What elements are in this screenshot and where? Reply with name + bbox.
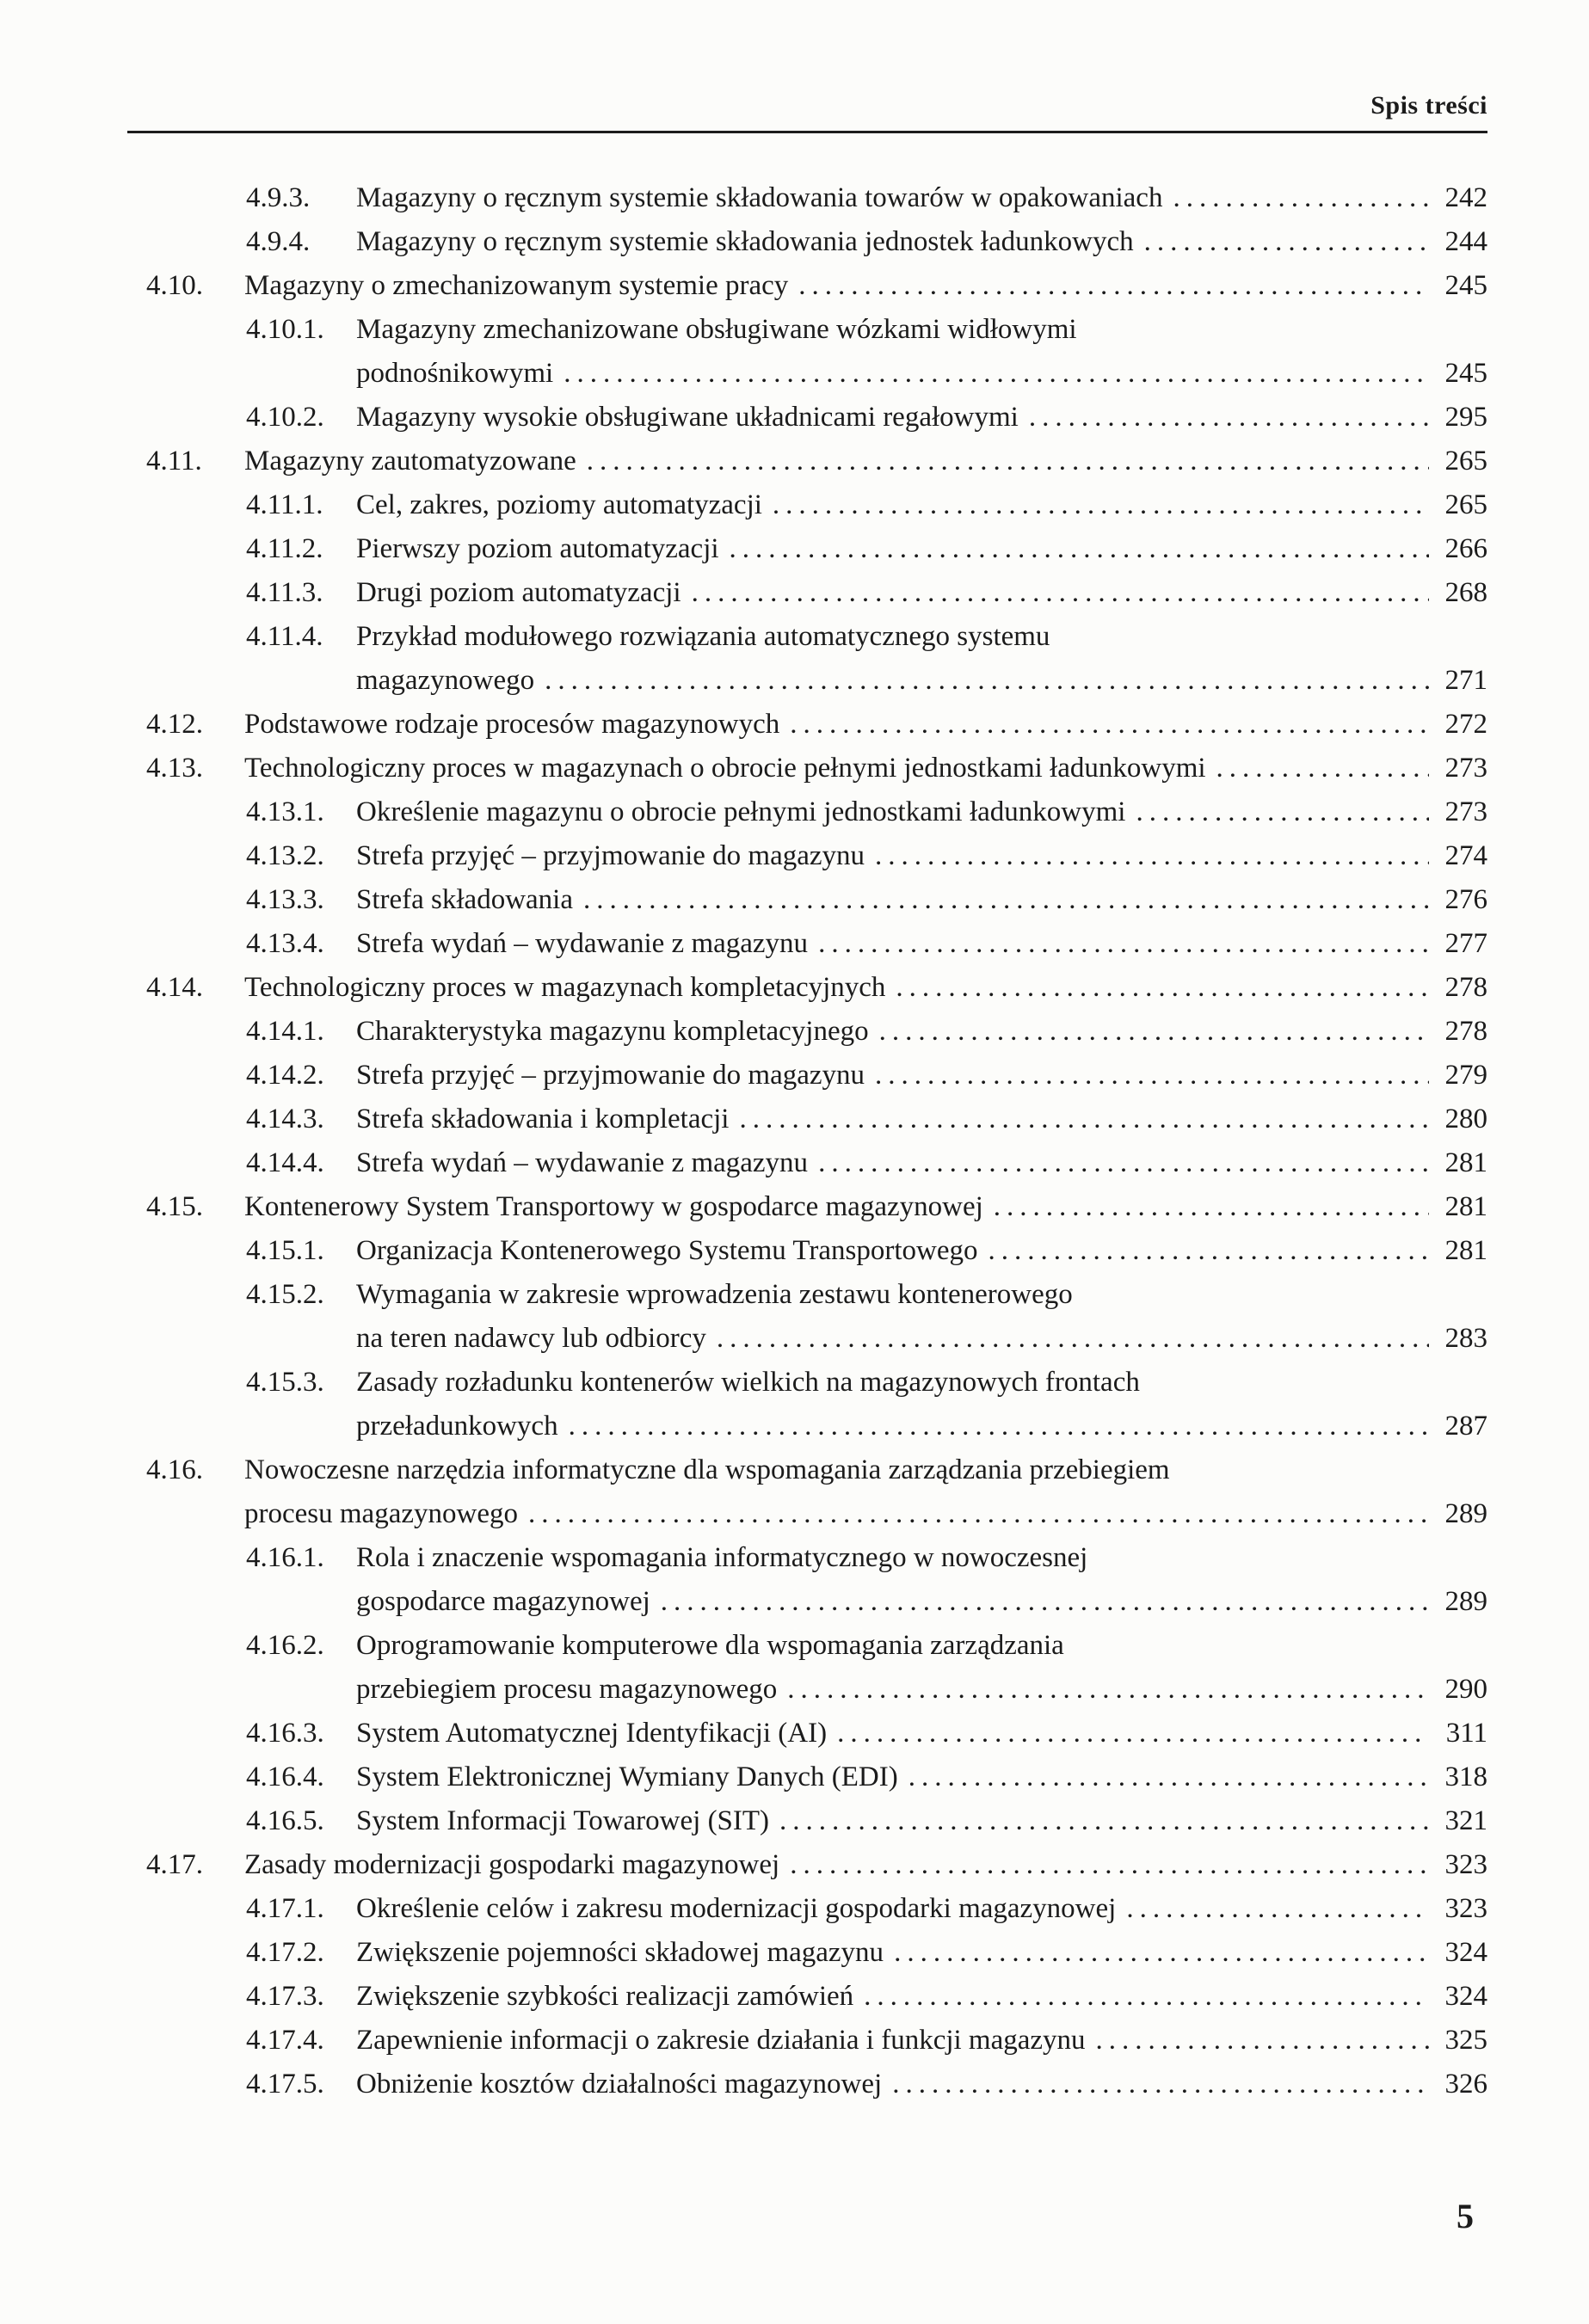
toc-page-ref: 311 bbox=[1445, 1718, 1487, 1749]
toc-entry-title: Rola i znaczenie wspomagania informatycznego w nowoczesnej bbox=[356, 1542, 1088, 1573]
dot-leader bbox=[892, 2063, 1429, 2106]
toc-page-ref: 287 bbox=[1444, 1411, 1487, 1442]
toc-entry bbox=[146, 747, 1487, 790]
toc-entry-body bbox=[356, 527, 1487, 571]
toc-page-ref: 265 bbox=[1444, 489, 1487, 520]
toc-entry-number: 4.10.1. bbox=[246, 314, 324, 345]
dot-leader bbox=[1126, 1887, 1429, 1931]
toc-entry-number: 4.10. bbox=[146, 270, 203, 301]
dot-leader bbox=[894, 1931, 1429, 1975]
toc-entry bbox=[246, 1141, 1487, 1185]
toc-entry bbox=[246, 1755, 1487, 1799]
toc-entry-title: Strefa składowania i kompletacji bbox=[356, 1104, 730, 1134]
toc-entry-body bbox=[356, 2063, 1487, 2106]
toc-entry-title: Podstawowe rodzaje procesów magazynowych bbox=[244, 709, 780, 740]
toc-entry-body bbox=[244, 1185, 1487, 1229]
toc-entry-number: 4.15.3. bbox=[246, 1367, 324, 1398]
toc-page-ref: 323 bbox=[1444, 1893, 1487, 1924]
toc-entry-number: 4.10.2. bbox=[246, 402, 324, 433]
toc-entry bbox=[246, 834, 1487, 878]
toc-page-ref: 279 bbox=[1444, 1060, 1487, 1091]
toc-entry-title: gospodarce magazynowej bbox=[356, 1586, 650, 1617]
toc-page-ref: 289 bbox=[1444, 1586, 1487, 1617]
toc-entry-number: 4.13. bbox=[146, 753, 203, 784]
toc-entry-body bbox=[356, 483, 1487, 527]
toc-entry bbox=[246, 1097, 1487, 1141]
toc-entry-title: System Informacji Towarowej (SIT) bbox=[356, 1805, 770, 1836]
toc-entry-body bbox=[356, 1054, 1487, 1097]
toc-line bbox=[244, 1843, 1487, 1887]
toc-entry-title: Przykład modułowego rozwiązania automatycznego systemu bbox=[356, 621, 1050, 652]
toc-page-ref: 321 bbox=[1444, 1805, 1487, 1836]
toc-entry-title: Zwiększenie szybkości realizacji zamówień bbox=[356, 1981, 854, 2012]
toc-entry bbox=[246, 396, 1487, 440]
toc-line bbox=[356, 1624, 1487, 1668]
dot-leader bbox=[989, 1229, 1429, 1273]
toc-entry-number: 4.14.1. bbox=[246, 1016, 324, 1047]
toc-page-ref: 289 bbox=[1444, 1498, 1487, 1529]
toc-entry-number: 4.13.1. bbox=[246, 796, 324, 827]
toc-page-ref: 283 bbox=[1444, 1323, 1487, 1354]
toc-entry-number: 4.11.1. bbox=[246, 489, 323, 520]
dot-leader bbox=[730, 527, 1429, 571]
toc-line bbox=[244, 966, 1487, 1010]
toc-entry-body bbox=[244, 264, 1487, 308]
toc-entry-body bbox=[356, 1097, 1487, 1141]
toc-page-ref: 271 bbox=[1444, 665, 1487, 696]
toc-entry-number: 4.14.2. bbox=[246, 1060, 324, 1091]
toc-entry-body bbox=[244, 1448, 1487, 1536]
toc-page-ref: 274 bbox=[1444, 840, 1487, 871]
toc-entry-number: 4.11.2. bbox=[246, 533, 323, 564]
toc-line bbox=[356, 1975, 1487, 2019]
toc-line bbox=[356, 1141, 1487, 1185]
toc-line bbox=[244, 703, 1487, 747]
toc-line bbox=[356, 790, 1487, 834]
dot-leader bbox=[790, 1843, 1429, 1887]
dot-leader bbox=[692, 571, 1429, 615]
toc-entry-title: Kontenerowy System Transportowy w gospodarce magazynowej bbox=[244, 1191, 983, 1222]
toc-entry-number: 4.12. bbox=[146, 709, 203, 740]
dot-leader bbox=[739, 1097, 1429, 1141]
toc-line bbox=[356, 1755, 1487, 1799]
toc-entry bbox=[246, 1273, 1487, 1361]
toc-entry-title: procesu magazynowego bbox=[244, 1498, 518, 1529]
toc-line bbox=[356, 615, 1487, 659]
toc-line bbox=[244, 1448, 1487, 1492]
toc-page-ref: 268 bbox=[1444, 577, 1487, 608]
toc-line bbox=[356, 659, 1487, 703]
toc-entry-title: Technologiczny proces w magazynach kompletacyjnych bbox=[244, 972, 886, 1003]
toc-entry bbox=[246, 1361, 1487, 1448]
toc-entry-title: Technologiczny proces w magazynach o obrocie pełnymi jednostkami ładunkowymi bbox=[244, 753, 1206, 784]
toc-entry-number: 4.14. bbox=[146, 972, 203, 1003]
toc-line bbox=[356, 1317, 1487, 1361]
toc-entry-body bbox=[356, 790, 1487, 834]
toc-entry-body bbox=[356, 615, 1487, 703]
toc-entry-number: 4.15.1. bbox=[246, 1235, 324, 1266]
toc-entry-number: 4.16. bbox=[146, 1454, 203, 1485]
toc-page-ref: 281 bbox=[1444, 1235, 1487, 1266]
toc-line bbox=[356, 352, 1487, 396]
toc-entry bbox=[246, 1624, 1487, 1712]
toc-entry bbox=[146, 1185, 1487, 1229]
toc-entry-number: 4.17. bbox=[146, 1849, 203, 1880]
toc-line bbox=[356, 396, 1487, 440]
dot-leader bbox=[779, 1799, 1429, 1843]
toc-entry-body bbox=[356, 834, 1487, 878]
toc-entry-title: na teren nadawcy lub odbiorcy bbox=[356, 1323, 706, 1354]
toc-entry-number: 4.15.2. bbox=[246, 1279, 324, 1310]
dot-leader bbox=[875, 1054, 1429, 1097]
dot-leader bbox=[994, 1185, 1429, 1229]
toc-line bbox=[356, 308, 1487, 352]
toc-entry bbox=[146, 966, 1487, 1010]
page-number: 5 bbox=[1457, 2197, 1474, 2235]
toc-entry-body bbox=[356, 1229, 1487, 1273]
toc-entry-title: Określenie magazynu o obrocie pełnymi jednostkami ładunkowymi bbox=[356, 796, 1126, 827]
toc-entry-body bbox=[356, 1799, 1487, 1843]
toc-page-ref: 290 bbox=[1444, 1674, 1487, 1705]
toc-entry-number: 4.16.2. bbox=[246, 1630, 324, 1661]
toc-entry-title: Określenie celów i zakresu modernizacji gospodarki magazynowej bbox=[356, 1893, 1117, 1924]
toc-line bbox=[244, 1492, 1487, 1536]
toc-entry bbox=[246, 1010, 1487, 1054]
dot-leader bbox=[787, 1668, 1429, 1712]
toc-entry bbox=[246, 527, 1487, 571]
toc-entry-title: Zasady modernizacji gospodarki magazynowej bbox=[244, 1849, 780, 1880]
dot-leader bbox=[564, 352, 1429, 396]
toc-entry bbox=[146, 1448, 1487, 1536]
toc-entry-title: Magazyny o ręcznym systemie składowania towarów w opakowaniach bbox=[356, 182, 1163, 213]
toc-entry-body bbox=[356, 1141, 1487, 1185]
toc-entry-number: 4.9.3. bbox=[246, 182, 311, 213]
toc-entry-number: 4.9.4. bbox=[246, 226, 311, 257]
toc-line bbox=[356, 1580, 1487, 1624]
toc-entry bbox=[246, 878, 1487, 922]
toc-entry bbox=[246, 615, 1487, 703]
toc-line bbox=[356, 2063, 1487, 2106]
toc-entry-title: Organizacja Kontenerowego Systemu Transportowego bbox=[356, 1235, 978, 1266]
toc-entry-body bbox=[244, 440, 1487, 483]
toc-entry-body bbox=[244, 703, 1487, 747]
toc-line bbox=[356, 1536, 1487, 1580]
toc-line bbox=[356, 1361, 1487, 1405]
toc-entry bbox=[246, 220, 1487, 264]
toc-entry-title: Drugi poziom automatyzacji bbox=[356, 577, 681, 608]
toc-line bbox=[356, 220, 1487, 264]
toc-line bbox=[244, 264, 1487, 308]
toc-entry-number: 4.14.4. bbox=[246, 1147, 324, 1178]
toc-entry-title: Magazyny o ręcznym systemie składowania jednostek ładunkowych bbox=[356, 226, 1134, 257]
toc-entry-title: Zwiększenie pojemności składowej magazynu bbox=[356, 1937, 884, 1968]
toc-line bbox=[356, 2019, 1487, 2063]
toc-entry-number: 4.14.3. bbox=[246, 1104, 324, 1134]
toc-entry bbox=[246, 2019, 1487, 2063]
toc-page-ref: 266 bbox=[1444, 533, 1487, 564]
toc-line bbox=[356, 1931, 1487, 1975]
toc-page-ref: 272 bbox=[1444, 709, 1487, 740]
toc-entry bbox=[246, 2063, 1487, 2106]
toc-entry bbox=[246, 308, 1487, 396]
toc-page-ref: 326 bbox=[1444, 2069, 1487, 2100]
toc-entry-body bbox=[244, 966, 1487, 1010]
header-title: Spis treści bbox=[1370, 91, 1487, 120]
dot-leader bbox=[879, 1010, 1429, 1054]
toc-entry-number: 4.13.3. bbox=[246, 884, 324, 915]
toc-line bbox=[356, 1097, 1487, 1141]
toc-line bbox=[356, 1712, 1487, 1755]
toc-page-ref: 281 bbox=[1444, 1191, 1487, 1222]
toc-entry-title: Strefa składowania bbox=[356, 884, 573, 915]
toc-page-ref: 242 bbox=[1444, 182, 1487, 213]
toc-line bbox=[356, 527, 1487, 571]
toc-entry-title: Charakterystyka magazynu kompletacyjnego bbox=[356, 1016, 869, 1047]
toc-entry-body bbox=[356, 922, 1487, 966]
toc-page-ref: 245 bbox=[1444, 270, 1487, 301]
dot-leader bbox=[528, 1492, 1429, 1536]
toc-entry-title: Zapewnienie informacji o zakresie działania i funkcji magazynu bbox=[356, 2025, 1086, 2056]
toc-entry-title: przebiegiem procesu magazynowego bbox=[356, 1674, 778, 1705]
toc-page-ref: 265 bbox=[1444, 446, 1487, 476]
toc-entry-title: System Elektronicznej Wymiany Danych (EDI) bbox=[356, 1761, 898, 1792]
toc-entry-title: Wymagania w zakresie wprowadzenia zestawu kontenerowego bbox=[356, 1279, 1073, 1310]
toc-entry bbox=[146, 264, 1487, 308]
toc-entry-number: 4.17.5. bbox=[246, 2069, 324, 2100]
toc-entry bbox=[146, 1843, 1487, 1887]
dot-leader bbox=[837, 1712, 1429, 1755]
toc-page-ref: 277 bbox=[1444, 928, 1487, 959]
toc-entry bbox=[246, 1712, 1487, 1755]
toc-page-ref: 325 bbox=[1444, 2025, 1487, 2056]
toc-entry-body bbox=[356, 1273, 1487, 1361]
toc-entry-title: Strefa przyjęć – przyjmowanie do magazynu bbox=[356, 840, 865, 871]
toc-entry-body bbox=[244, 1843, 1487, 1887]
toc-page-ref: 276 bbox=[1444, 884, 1487, 915]
toc-line bbox=[356, 483, 1487, 527]
toc-line bbox=[356, 878, 1487, 922]
toc-entry bbox=[246, 1931, 1487, 1975]
toc-entry-body bbox=[244, 747, 1487, 790]
dot-leader bbox=[1136, 790, 1429, 834]
toc-entry-title: podnośnikowymi bbox=[356, 358, 554, 389]
toc-entry-title: Strefa wydań – wydawanie z magazynu bbox=[356, 1147, 809, 1178]
dot-leader bbox=[908, 1755, 1429, 1799]
dot-leader bbox=[818, 922, 1429, 966]
toc-page-ref: 281 bbox=[1444, 1147, 1487, 1178]
dot-leader bbox=[1096, 2019, 1429, 2063]
toc-line bbox=[356, 1229, 1487, 1273]
dot-leader bbox=[790, 703, 1429, 747]
toc-entry-number: 4.16.5. bbox=[246, 1805, 324, 1836]
toc-entry-number: 4.13.4. bbox=[246, 928, 324, 959]
toc-page-ref: 324 bbox=[1444, 1981, 1487, 2012]
toc-entry-title: Nowoczesne narzędzia informatyczne dla wspomagania zarządzania przebiegiem bbox=[244, 1454, 1170, 1485]
dot-leader bbox=[545, 659, 1429, 703]
toc-entry-title: magazynowego bbox=[356, 665, 535, 696]
toc-entry-number: 4.16.3. bbox=[246, 1718, 324, 1749]
toc-entry-number: 4.11.4. bbox=[246, 621, 323, 652]
toc-line bbox=[244, 747, 1487, 790]
dot-leader bbox=[569, 1405, 1429, 1448]
toc-line bbox=[356, 176, 1487, 220]
toc-page-ref: 318 bbox=[1444, 1761, 1487, 1792]
toc-page-ref: 278 bbox=[1444, 972, 1487, 1003]
toc-entry-body bbox=[356, 1887, 1487, 1931]
toc-entry-title: Strefa przyjęć – przyjmowanie do magazynu bbox=[356, 1060, 865, 1091]
toc-line bbox=[356, 1010, 1487, 1054]
toc-entry bbox=[246, 1229, 1487, 1273]
toc-entry-title: Magazyny o zmechanizowanym systemie pracy bbox=[244, 270, 789, 301]
toc-page-ref: 244 bbox=[1444, 226, 1487, 257]
toc-entry-body bbox=[356, 220, 1487, 264]
toc-entry-title: Pierwszy poziom automatyzacji bbox=[356, 533, 719, 564]
toc-line bbox=[244, 440, 1487, 483]
dot-leader bbox=[583, 878, 1429, 922]
toc-entry-body bbox=[356, 1931, 1487, 1975]
toc-entry bbox=[246, 483, 1487, 527]
toc-line bbox=[356, 1887, 1487, 1931]
toc-entry bbox=[146, 703, 1487, 747]
toc-entry-number: 4.11. bbox=[146, 446, 202, 476]
toc-entry-body bbox=[356, 571, 1487, 615]
toc-page-ref: 280 bbox=[1444, 1104, 1487, 1134]
toc-page-ref: 273 bbox=[1444, 753, 1487, 784]
toc-entry-title: Oprogramowanie komputerowe dla wspomagania zarządzania bbox=[356, 1630, 1064, 1661]
toc-entry-body bbox=[356, 308, 1487, 396]
toc-entry-title: Magazyny zautomatyzowane bbox=[244, 446, 576, 476]
toc-entry bbox=[246, 922, 1487, 966]
toc-line bbox=[356, 1273, 1487, 1317]
toc-line bbox=[356, 834, 1487, 878]
toc-entry-number: 4.13.2. bbox=[246, 840, 324, 871]
toc-line bbox=[356, 1054, 1487, 1097]
toc-page-ref: 323 bbox=[1444, 1849, 1487, 1880]
dot-leader bbox=[1144, 220, 1429, 264]
toc-entry-body bbox=[356, 1975, 1487, 2019]
toc-page-ref: 273 bbox=[1444, 796, 1487, 827]
toc-entry-title: System Automatycznej Identyfikacji (AI) bbox=[356, 1718, 828, 1749]
toc-list bbox=[146, 176, 1487, 2106]
toc-entry-title: Zasady rozładunku kontenerów wielkich na magazynowych frontach bbox=[356, 1367, 1140, 1398]
toc-entry-body bbox=[356, 176, 1487, 220]
dot-leader bbox=[1216, 747, 1429, 790]
toc-entry-body bbox=[356, 1755, 1487, 1799]
toc-entry-title: Magazyny zmechanizowane obsługiwane wózkami widłowymi bbox=[356, 314, 1077, 345]
toc-line bbox=[356, 1668, 1487, 1712]
dot-leader bbox=[896, 966, 1429, 1010]
toc-page-ref: 324 bbox=[1444, 1937, 1487, 1968]
dot-leader bbox=[818, 1141, 1429, 1185]
toc-entry-body bbox=[356, 1361, 1487, 1448]
toc-entry-body bbox=[356, 878, 1487, 922]
toc-entry-body bbox=[356, 1010, 1487, 1054]
toc-line bbox=[356, 1405, 1487, 1448]
toc-entry-body bbox=[356, 396, 1487, 440]
toc-entry-number: 4.17.3. bbox=[246, 1981, 324, 2012]
dot-leader bbox=[717, 1317, 1429, 1361]
toc-line bbox=[356, 1799, 1487, 1843]
toc-entry bbox=[246, 1054, 1487, 1097]
toc-entry bbox=[146, 440, 1487, 483]
dot-leader bbox=[864, 1975, 1429, 2019]
toc-entry-number: 4.17.2. bbox=[246, 1937, 324, 1968]
toc-page-ref: 245 bbox=[1444, 358, 1487, 389]
toc-page-ref: 295 bbox=[1444, 402, 1487, 433]
dot-leader bbox=[875, 834, 1429, 878]
toc-entry-number: 4.17.4. bbox=[246, 2025, 324, 2056]
toc-entry-number: 4.15. bbox=[146, 1191, 203, 1222]
toc-line bbox=[356, 571, 1487, 615]
toc-entry bbox=[246, 176, 1487, 220]
toc-entry-number: 4.11.3. bbox=[246, 577, 323, 608]
toc-entry bbox=[246, 571, 1487, 615]
toc-entry-body bbox=[356, 1536, 1487, 1624]
toc-entry bbox=[246, 1799, 1487, 1843]
dot-leader bbox=[773, 483, 1429, 527]
toc-entry-title: Cel, zakres, poziomy automatyzacji bbox=[356, 489, 762, 520]
toc-entry bbox=[246, 1536, 1487, 1624]
toc-entry bbox=[246, 1887, 1487, 1931]
toc-entry-number: 4.17.1. bbox=[246, 1893, 324, 1924]
dot-leader bbox=[661, 1580, 1429, 1624]
toc-entry-body bbox=[356, 1624, 1487, 1712]
toc-entry-title: przeładunkowych bbox=[356, 1411, 558, 1442]
toc-entry-body bbox=[356, 1712, 1487, 1755]
dot-leader bbox=[587, 440, 1429, 483]
dot-leader bbox=[1173, 176, 1429, 220]
toc-line bbox=[356, 922, 1487, 966]
toc-line bbox=[244, 1185, 1487, 1229]
toc-entry-number: 4.16.4. bbox=[246, 1761, 324, 1792]
toc-entry bbox=[246, 1975, 1487, 2019]
toc-entry-body bbox=[356, 2019, 1487, 2063]
page-header bbox=[127, 91, 1487, 133]
toc-entry bbox=[246, 790, 1487, 834]
dot-leader bbox=[798, 264, 1429, 308]
toc-entry-title: Obniżenie kosztów działalności magazynowej bbox=[356, 2069, 883, 2100]
toc-entry-number: 4.16.1. bbox=[246, 1542, 324, 1573]
toc-entry-title: Magazyny wysokie obsługiwane układnicami regałowymi bbox=[356, 402, 1019, 433]
toc-entry-title: Strefa wydań – wydawanie z magazynu bbox=[356, 928, 809, 959]
dot-leader bbox=[1029, 396, 1429, 440]
toc-page-ref: 278 bbox=[1444, 1016, 1487, 1047]
